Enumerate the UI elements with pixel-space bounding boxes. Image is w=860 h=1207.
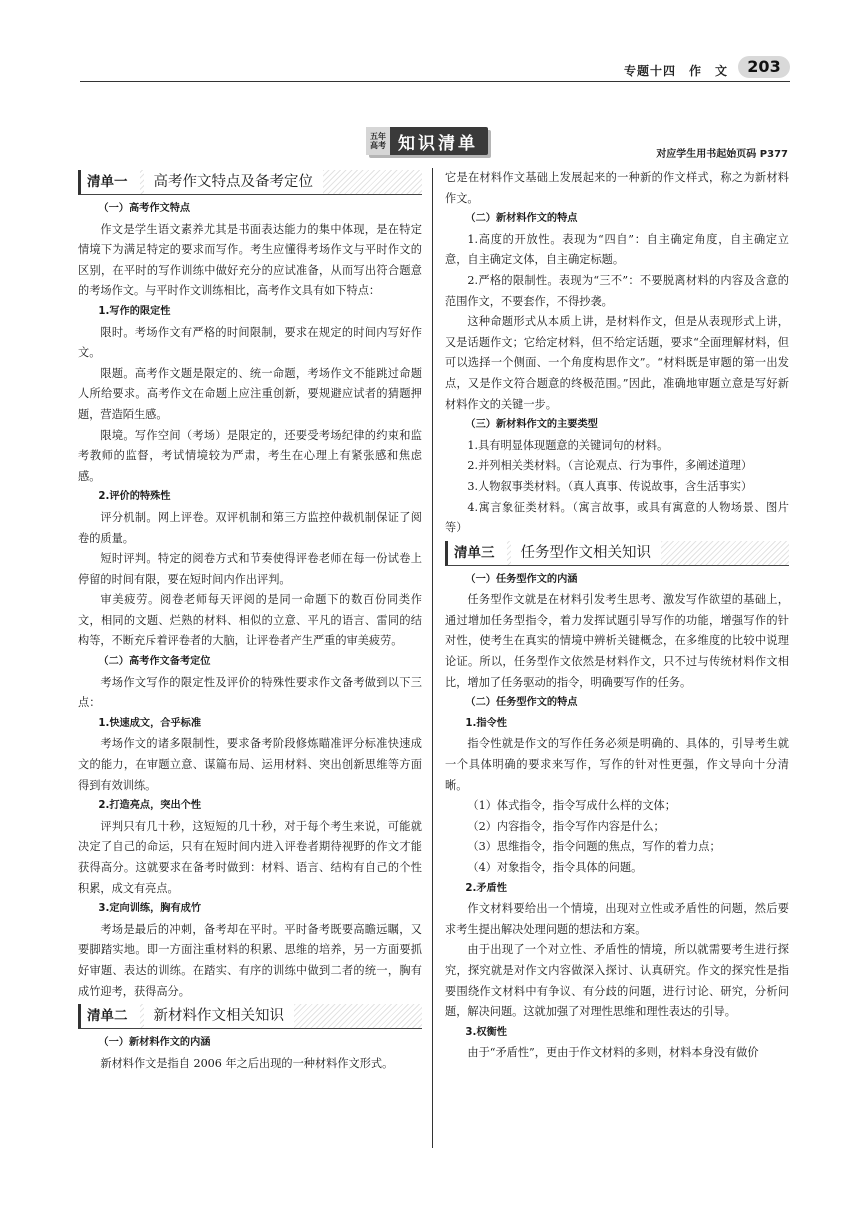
list-item: （4）对象指令，指令具体的问题。	[467, 861, 643, 874]
subsection-heading: （二）新材料作文的特点	[465, 213, 578, 225]
paragraph: 考场作文的诸多限制性，要求备考阶段修炼瞄准评分标准快速成文的能力，在审题立意、谋篇布局、运用材料、突出创新思维等方面得到有效训练。	[78, 737, 422, 792]
subsection-heading: 1.指令性	[465, 717, 507, 729]
section-heading-2	[78, 1004, 422, 1029]
subsection-heading: （一）任务型作文的内涵	[465, 573, 578, 585]
paragraph: 指令性就是作文的写作任务必须是明确的、具体的，引导考生就一个具体明确的要求来写作，写作的针对性更强，作文导向十分清晰。	[445, 737, 789, 792]
running-head: 专题十四 作 文	[623, 64, 728, 78]
right-column	[445, 168, 789, 1064]
banner-tag-line1: 五年	[370, 132, 386, 141]
paragraph: 由于“矛盾性”，更由于作文材料的多则，材料本身没有做价	[467, 1046, 759, 1060]
paragraph: 评分机制。网上评卷。双评机制和第三方监控仲裁机制保证了阅卷的质量。	[78, 510, 422, 545]
subsection-heading: 1.写作的限定性	[98, 305, 171, 317]
running-header	[80, 56, 790, 84]
section-title: 新材料作文相关知识	[144, 1004, 295, 1028]
subsection-heading: （二）任务型作文的特点	[465, 697, 578, 709]
subsection-heading: （三）新材料作文的主要类型	[465, 419, 598, 431]
paragraph: 它是在材料作文基础上发展起来的一种新的作文样式，称之为新材料作文。	[445, 171, 789, 205]
paragraph: 2.严格的限制性。表现为“三不”：不要脱离材料的内容及含意的范围作文，不要套作，不得抄袭。	[445, 273, 789, 308]
list-item: （2）内容指令，指令写作内容是什么；	[467, 819, 665, 833]
left-column	[78, 168, 422, 1074]
banner-tag	[366, 127, 390, 155]
subsection-heading: 2.打造亮点，突出个性	[98, 800, 202, 812]
section-label: 清单二	[81, 1004, 140, 1028]
subsection-heading: 3.权衡性	[465, 1026, 507, 1038]
section-title: 任务型作文相关知识	[511, 541, 662, 565]
column-divider	[432, 168, 433, 1148]
subsection-heading: 1.快速成文，合乎标准	[98, 717, 202, 729]
paragraph: 审美疲劳。阅卷老师每天评阅的是同一命题下的数百份同类作文，相同的文题、烂熟的材料、相似的立意、平凡的语言、雷同的结构等，不断充斥着评卷者的大脑，让评卷者产生严重的审美疲劳。	[78, 593, 422, 648]
section-label: 清单一	[81, 170, 140, 194]
list-item: 4.寓言象征类材料。（寓言故事，或具有寓意的人物场景、图片等）	[445, 500, 789, 535]
paragraph: 作文材料要给出一个情境，出现对立性或矛盾性的问题，然后要求考生提出解决处理问题的想法和方案。	[445, 902, 789, 936]
section-heading-1	[78, 170, 422, 195]
section-banner	[366, 127, 488, 155]
header-rule	[80, 81, 790, 82]
paragraph: 新材料作文是指自 2006 年之后出现的一种材料作文形式。	[100, 1056, 394, 1070]
paragraph: 短时评判。特定的阅卷方式和节奏使得评卷老师在每一份试卷上停留的时间有限，要在短时间内作出评判。	[78, 552, 422, 586]
page-number: 203	[738, 56, 790, 78]
paragraph: 限境。写作空间（考场）是限定的，还要受考场纪律的约束和监考教师的监督，考试情境较为严肃，考生在心理上有紧张感和焦虑感。	[78, 428, 422, 483]
subsection-heading: （一）新材料作文的内涵	[98, 1037, 211, 1049]
banner-title: 知识清单	[398, 133, 478, 154]
paragraph: 这种命题形式从本质上讲，是材料作文，但是从表现形式上讲，又是话题作文；它给定材料，但不给定话题，要求“全面理解材料，但可以选择一个侧面、一个角度构思作文”。“材料既是审题的第一出发点，又是作文符合题意的终极范围。”因此，准确地审题立意是写好新材料作文的关键一步。	[445, 315, 789, 411]
list-item: 1.具有明显体现题意的关键词句的材料。	[467, 438, 669, 452]
list-item: （3）思维指令，指令问题的焦点，写作的着力点；	[467, 840, 721, 854]
paragraph: 考场作文写作的限定性及评价的特殊性要求作文备考做到以下三点：	[78, 675, 422, 710]
section-heading-3	[445, 541, 789, 566]
subsection-heading: 2.评价的特殊性	[98, 491, 171, 503]
paragraph: 作文是学生语文素养尤其是书面表达能力的集中体现，是在特定情境下为满足特定的要求而写作。考生应懂得考场作文与平时作文的区别，在平时的写作训练中做好充分的应试准备，从而写出符合题意的考场作文。与平时作文训练相比，高考作文具有如下特点：	[78, 222, 422, 298]
subsection-heading: （二）高考作文备考定位	[98, 656, 211, 668]
paragraph: 考场是最后的冲刺，备考却在平时。平时备考既要高瞻远瞩，又要脚踏实地。即一方面注重材料的积累、思维的培养，另一方面要抓好审题、表达的训练。在踏实、有序的训练中做到二者的统一，胸有成竹迎考，获得高分。	[78, 922, 422, 998]
subsection-heading: 3.定向训练，胸有成竹	[98, 903, 202, 915]
page-reference: 对应学生用书起始页码 P377	[656, 149, 788, 160]
banner-tag-line2: 高考	[370, 141, 386, 150]
subsection-heading: 2.矛盾性	[465, 882, 507, 894]
paragraph: 任务型作文就是在材料引发考生思考、激发写作欲望的基础上，通过增加任务型指令，着力发挥试题引导写作的功能，增强写作的针对性，使考生在真实的情境中辨析关键概念，在多维度的比较中说理论证。所以，任务型作文依然是材料作文，只不过与传统材料作文相比，增加了任务驱动的指令，明确要写作的任务。	[445, 593, 789, 689]
list-item: 2.并列相关类材料。（言论观点、行为事件，多阐述道理）	[467, 459, 753, 473]
section-title: 高考作文特点及备考定位	[144, 170, 324, 194]
paragraph: 限题。高考作文题是限定的、统一命题，考场作文不能跳过命题人所给要求。高考作文在命题上应注重创新，要规避应试者的猜题押题，营造陌生感。	[78, 366, 422, 421]
paragraph: 限时。考场作文有严格的时间限制，要求在规定的时间内写好作文。	[78, 325, 422, 360]
paragraph: 1.高度的开放性。表现为“四自”：自主确定角度，自主确定立意，自主确定文体，自主确定标题。	[445, 232, 789, 267]
paragraph: 评判只有几十秒，这短短的几十秒，对于每个考生来说，可能就决定了自己的命运，只有在短时间内进入评卷者期待视野的作文才能获得高分。这就要求在备考时做到：材料、语言、结构有自己的个性积累，成文有亮点。	[78, 819, 422, 895]
subsection-heading: （一）高考作文特点	[98, 203, 191, 214]
list-item: （1）体式指令，指令写成什么样的文体；	[467, 799, 676, 813]
paragraph: 由于出现了一个对立性、矛盾性的情境，所以就需要考生进行探究，探究就是对作文内容做深入探讨、认真研究。作文的探究性是指要围绕作文材料中有争议、有分歧的问题，进行讨论、研究，分析问题，解决问题。这就加强了对理性思维和理性表达的引导。	[445, 943, 789, 1019]
list-item: 3.人物叙事类材料。（真人真事、传说故事，含生活事实）	[467, 479, 753, 493]
section-label: 清单三	[448, 541, 507, 565]
